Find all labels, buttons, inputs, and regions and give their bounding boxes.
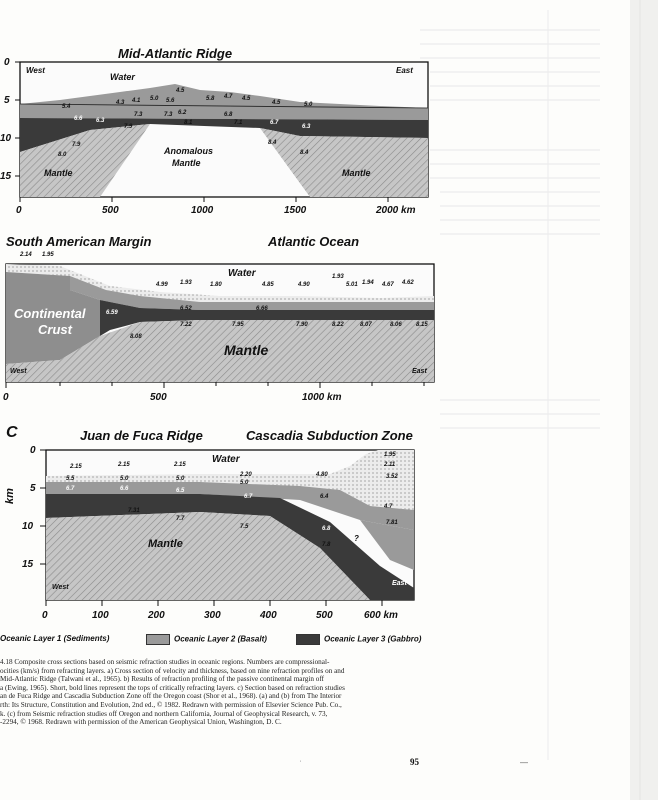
panel-c-ytick: 0 (30, 445, 36, 456)
velocity-value: 4.62 (402, 280, 414, 286)
velocity-value: 4.99 (156, 282, 168, 288)
velocity-value: 2.15 (174, 462, 186, 468)
velocity-value: 4.5 (272, 100, 281, 106)
velocity-value: 6.3 (302, 124, 311, 130)
velocity-value: 7.22 (180, 322, 192, 328)
panel-c-ytick: 10 (22, 521, 34, 532)
panel-a-xtick: 0 (16, 205, 22, 216)
panel-b-xtick: 1000 km (302, 392, 342, 403)
velocity-value: 7.9 (124, 124, 133, 130)
velocity-value: 4.3 (116, 100, 125, 106)
velocity-value: 7.95 (232, 322, 244, 328)
velocity-value: 8.06 (390, 322, 402, 328)
velocity-value: 6.52 (180, 306, 192, 312)
velocity-value: 6.7 (66, 486, 75, 492)
velocity-value: ? (354, 534, 359, 543)
panel-b-mantle: Mantle (224, 342, 269, 358)
caption-line: Mid-Atlantic Ridge (Talwani et al., 1965). b) Results of refraction profiling of the passive continental margin off (0, 675, 324, 684)
velocity-value: 2.15 (118, 462, 130, 468)
panel-b-xtick: 0 (3, 392, 9, 403)
velocity-value: 7.1 (234, 120, 243, 126)
panel-a-mid-atlantic-ridge (0, 0, 440, 230)
panel-c-water: Water (212, 454, 240, 465)
velocity-value: 1.94 (362, 280, 374, 286)
legend-swatch-gabbro (296, 634, 320, 645)
panel-c-xtick: 200 (148, 610, 165, 621)
velocity-value: 8.4 (268, 140, 277, 146)
velocity-value: 4.67 (382, 282, 394, 288)
panel-a-ytick: 15 (0, 171, 12, 182)
panel-b-crust: Crust (38, 322, 72, 337)
panel-b-xtick: 500 (150, 392, 167, 403)
velocity-value: 6.6 (74, 116, 83, 122)
panel-a-west: West (26, 66, 45, 75)
velocity-value: 8.22 (332, 322, 344, 328)
panel-a-title: Mid-Atlantic Ridge (118, 46, 233, 61)
velocity-value: 6.59 (106, 310, 118, 316)
velocity-value: 1.93 (332, 274, 344, 280)
caption-line: k. (c) from Seismic refraction studies off Oregon and northern California, Journal of Geophysical Research, v. 73, (0, 709, 328, 718)
panel-b-continental: Continental (14, 306, 86, 321)
caption-line: an de Fuca Ridge and Cascadia Subduction Zone off the Oregon coast (Shor et al., 1968). (a) and (b) from The Interior (0, 692, 342, 701)
velocity-value: 4.5 (176, 88, 185, 94)
velocity-value: 5.0 (150, 96, 159, 102)
page-number: 95 (410, 757, 419, 767)
panel-b-east: East (412, 368, 427, 375)
velocity-value: 8.07 (360, 322, 372, 328)
velocity-value: 4.85 (262, 282, 274, 288)
velocity-value: 6.8 (322, 526, 331, 532)
velocity-value: 7.9 (72, 142, 81, 148)
panel-c-xtick: 100 (92, 610, 109, 621)
legend-layer-3 (296, 634, 421, 645)
velocity-value: 5.5 (66, 476, 75, 482)
velocity-value: 1.93 (180, 280, 192, 286)
velocity-value: 7.31 (128, 508, 140, 514)
panel-c-xtick: 600 km (364, 610, 398, 621)
velocity-value: 4.1 (132, 98, 141, 104)
panel-c-xtick: 0 (42, 610, 48, 621)
legend-layer-2-label: Oceanic Layer 2 (Basalt) (174, 634, 267, 644)
velocity-value: 5.8 (206, 96, 215, 102)
velocity-value: 7.8 (322, 542, 331, 548)
velocity-value: 2.20 (240, 472, 252, 478)
velocity-value: 7.5 (240, 524, 249, 530)
panel-c-east: East (392, 580, 407, 587)
velocity-value: 6.6 (120, 486, 129, 492)
panel-b-west: West (10, 368, 27, 375)
panel-c-axis-km: km (4, 488, 16, 504)
figure-caption (0, 658, 448, 727)
velocity-value: 4.5 (242, 96, 251, 102)
panel-c-ytick: 15 (22, 559, 34, 570)
legend-layer-1-label: Oceanic Layer 1 (Sediments) (0, 634, 110, 643)
panel-a-water: Water (110, 72, 135, 82)
velocity-value: 8.15 (416, 322, 428, 328)
velocity-value: 5.01 (346, 282, 358, 288)
panel-a-ytick: 0 (4, 57, 10, 68)
velocity-value: 6.7 (244, 494, 253, 500)
velocity-value: 6.4 (320, 494, 329, 500)
panel-a-ytick: 5 (4, 95, 10, 106)
velocity-value: 7.81 (386, 520, 398, 526)
velocity-value: 5.0 (240, 480, 249, 486)
panel-c-section (0, 420, 440, 630)
velocity-value: 6.2 (178, 110, 187, 116)
caption-line: ocities (km/s) from refracting layers. a) Cross section of velocity and thickness, based on nine refraction profiles on and (0, 666, 345, 675)
velocity-value: 6.5 (176, 488, 185, 494)
caption-line: a (Ewing, 1965). Short, bold lines represent the tops of critically refracting layers. c) Section based on refraction studies (0, 683, 345, 692)
panel-c-xtick: 300 (204, 610, 221, 621)
velocity-value: 2.11 (384, 462, 396, 468)
panel-a-mantle-left: Mantle (44, 168, 73, 178)
panel-a-section (0, 0, 440, 230)
velocity-value: 6.3 (96, 118, 105, 124)
velocity-value: 8.0 (58, 152, 67, 158)
velocity-value: 6.7 (270, 120, 279, 126)
panel-a-mantle-right: Mantle (342, 168, 371, 178)
panel-c-xtick: 500 (316, 610, 333, 621)
panel-a-xtick: 1000 (191, 205, 214, 216)
panel-a-ytick: 10 (0, 133, 12, 144)
panel-c-xtick: 400 (260, 610, 277, 621)
velocity-value: 5.0 (176, 476, 185, 482)
velocity-value: 4.90 (298, 282, 310, 288)
velocity-value: 8.1 (184, 120, 193, 126)
velocity-value: 5.4 (62, 104, 71, 110)
velocity-value: 6.8 (224, 112, 233, 118)
panel-c-title-left: Juan de Fuca Ridge (80, 428, 203, 443)
panel-b-south-american-margin (0, 230, 440, 420)
caption-line: rth: Its Structure, Constitution and Evolution, 2nd ed., © 1982. Redrawn with permission of Elsevier Science Pub. Co., (0, 700, 342, 709)
velocity-value: 2.15 (70, 464, 82, 470)
velocity-value: 6.66 (256, 306, 268, 312)
panel-a-xtick: 1500 (284, 205, 307, 216)
velocity-value: 4.7 (224, 94, 233, 100)
panel-c-title-right: Cascadia Subduction Zone (246, 428, 413, 443)
panel-c-west: West (52, 584, 69, 591)
panel-c-letter: C (6, 424, 18, 441)
velocity-value: 1.80 (210, 282, 222, 288)
velocity-value: 7.3 (164, 112, 173, 118)
panel-a-xtick: 2000 km (376, 205, 416, 216)
panel-a-mantle-center: Mantle (172, 158, 201, 168)
caption-line: -2294, © 1968. Redrawn with permission of the American Geophysical Union, Washington, D. C. (0, 718, 282, 727)
panel-b-title-right: Atlantic Ocean (268, 234, 360, 249)
svg-text:': ' (300, 761, 302, 767)
velocity-value: 1.95 (42, 252, 54, 258)
panel-a-east: East (396, 66, 413, 75)
panel-c-juan-de-fuca (0, 420, 440, 630)
legend-layer-1 (0, 634, 109, 643)
panel-a-anomalous: Anomalous (164, 146, 214, 156)
velocity-value: 7.7 (176, 516, 185, 522)
legend-layer-3-label: Oceanic Layer 3 (Gabbro) (324, 634, 422, 644)
velocity-value: 5.0 (304, 102, 313, 108)
velocity-value: 4.80 (316, 472, 328, 478)
caption-line: 4.18 Composite cross sections based on seismic refraction studies in oceanic regions. Numbers are compressional- (0, 658, 330, 666)
velocity-value: 7.3 (134, 112, 143, 118)
panel-c-ytick: 5 (30, 483, 36, 494)
legend-swatch-basalt (146, 634, 170, 645)
velocity-value: 5.6 (166, 98, 175, 104)
velocity-value: 5.0 (120, 476, 129, 482)
panel-c-mantle: Mantle (148, 538, 183, 550)
velocity-value: 4.7 (384, 504, 393, 510)
velocity-value: 7.90 (296, 322, 308, 328)
legend-layer-2 (146, 634, 267, 645)
panel-b-title-left: South American Margin (6, 234, 152, 249)
panel-b-water: Water (228, 268, 256, 279)
velocity-value: 8.4 (300, 150, 309, 156)
velocity-value: 8.08 (130, 334, 142, 340)
panel-a-xtick: 500 (102, 205, 119, 216)
velocity-value: 3.52 (386, 474, 398, 480)
velocity-value: 2.14 (20, 252, 32, 258)
velocity-value: 1.95 (384, 452, 396, 458)
svg-text:—: — (520, 758, 528, 767)
